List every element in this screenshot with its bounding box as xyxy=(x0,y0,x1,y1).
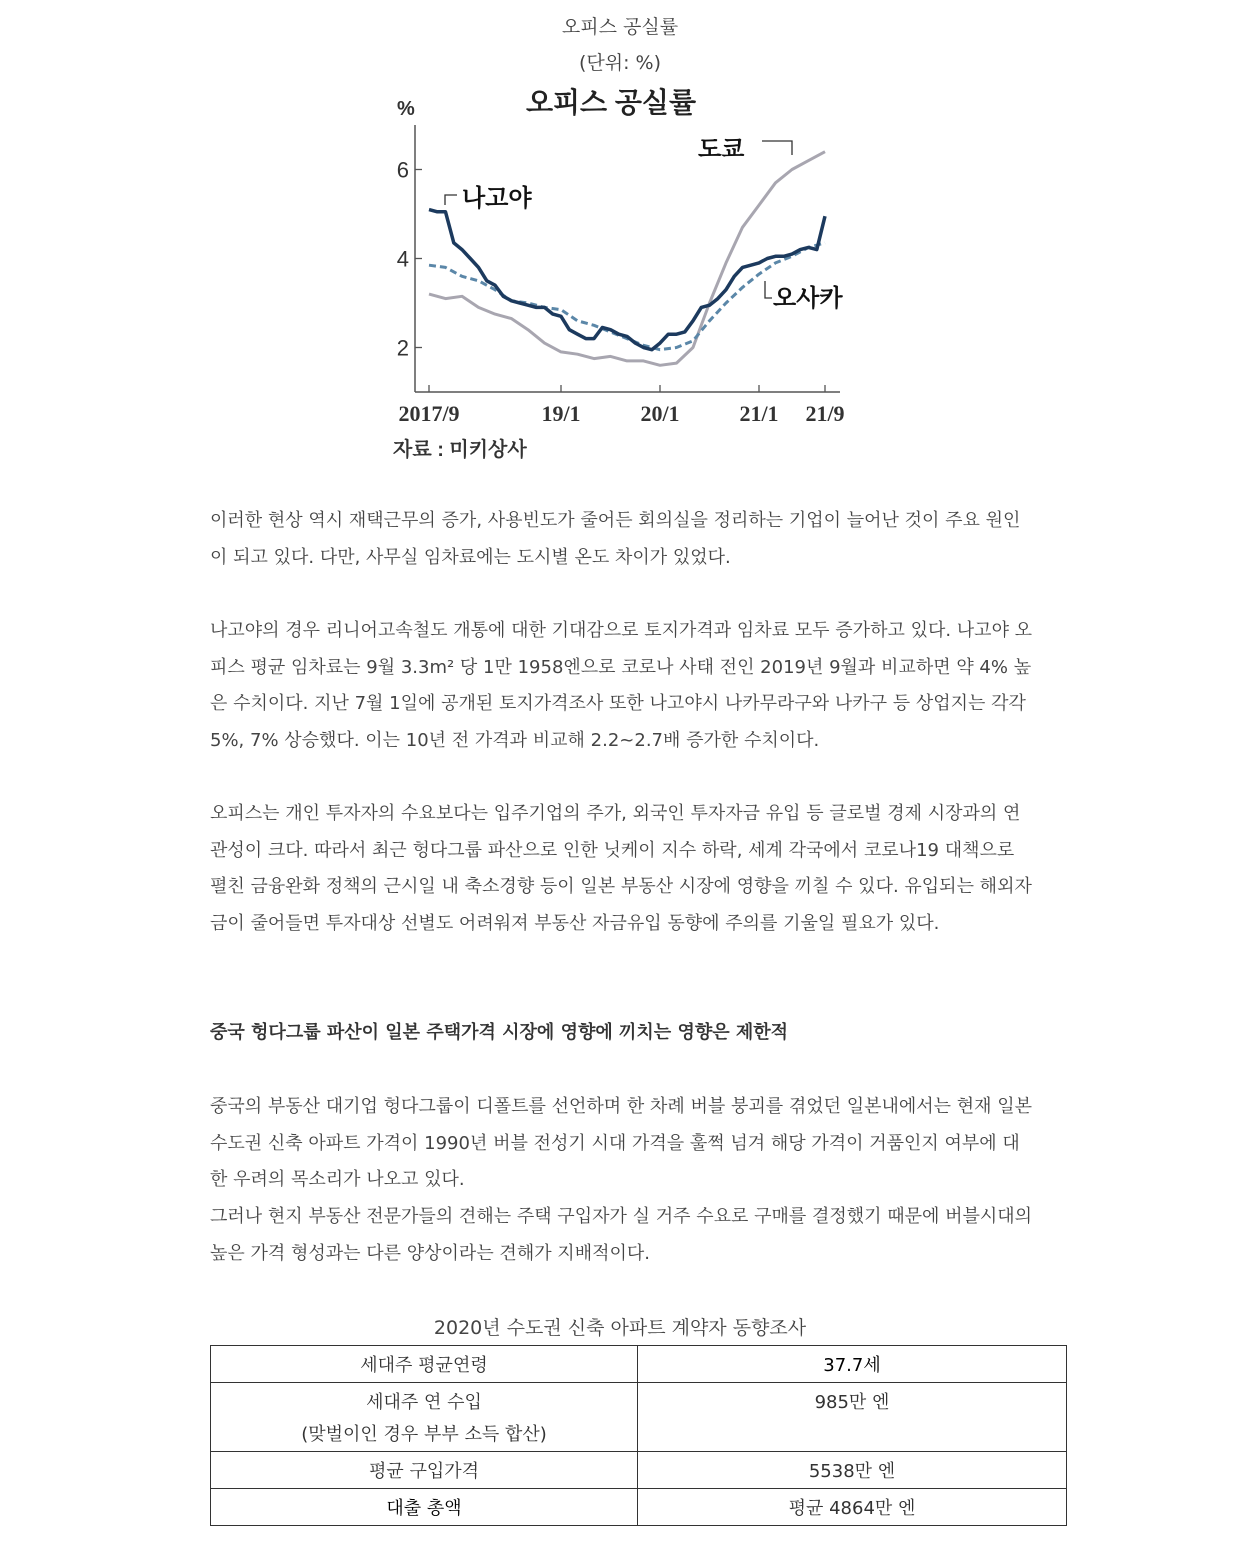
x-tick-label: 21/9 xyxy=(805,401,845,426)
row-label: 대출 총액 xyxy=(386,1498,462,1519)
table-row xyxy=(211,1489,1067,1526)
table-row xyxy=(211,1452,1067,1489)
row-label: 세대주 평균연령 xyxy=(360,1355,488,1376)
paragraph-2: 나고야의 경우 리니어고속철도 개통에 대한 기대감으로 토지가격과 임차료 모두 증가하고 있다. 나고야 오피스 평균 임차료는 9월 3.3m² 당 1만 1958엔으로 코로나 사태 전인 2019년 9월과 비교하면 약 4% 높은 수치이다. 지난 7월 1일에 공개된 토지가격조사 또한 나고야시 나카무라구와 나카구 등 상업지는 각각 5%, 7% 상승했다. 이는 10년 전 가격과 비교해 2.2~2.7배 증가한 수치이다. xyxy=(210,620,1033,751)
section-heading: 중국 헝다그룹 파산이 일본 주택가격 시장에 영향에 끼치는 영향은 제한적 xyxy=(210,1022,789,1043)
paragraph-3: 오피스는 개인 투자자의 수요보다는 입주기업의 주가, 외국인 투자자금 유입 등 글로벌 경제 시장과의 연관성이 크다. 따라서 최근 헝다그룹 파산으로 인한 닛케이 지수 하락, 세계 각국에서 코로나19 대책으로 펼친 금융완화 정책의 근시일 내 축소경향 등이 일본 부동산 시장에 영향을 끼칠 수 있다. 유입되는 해외자금이 줄어들면 투자대상 선별도 어려워져 부동산 자금유입 동향에 주의를 기울일 필요가 있다. xyxy=(210,803,1032,934)
figure-unit: (단위: %) xyxy=(578,52,662,74)
table-cell-label xyxy=(211,1489,638,1526)
y-axis-unit-label: % xyxy=(397,98,415,120)
table-title: 2020년 수도권 신축 아파트 계약자 동향조사 xyxy=(433,1317,807,1339)
legend-label-tokyo: 도쿄 xyxy=(698,136,745,163)
y-tick-label: 6 xyxy=(396,157,409,183)
x-tick-label: 19/1 xyxy=(541,401,581,426)
table-cell-label xyxy=(211,1346,638,1383)
table-cell-value: 985만 엔 xyxy=(638,1383,1067,1452)
paragraph-1: 이러한 현상 역시 재택근무의 증가, 사용빈도가 줄어든 회의실을 정리하는 기업이 늘어난 것이 주요 원인이 되고 있다. 다만, 사무실 임차료에는 도시별 온도 차이가 있었다. xyxy=(210,510,1021,568)
x-tick-label: 2017/9 xyxy=(398,401,460,426)
osaka-callout-line xyxy=(765,281,772,298)
series-line-nagoya xyxy=(429,210,825,350)
survey-table xyxy=(210,1345,1067,1526)
table-cell-label xyxy=(211,1452,638,1489)
x-tick-label: 21/1 xyxy=(739,401,779,426)
chart-title: 오피스 공실률 xyxy=(525,87,697,118)
office-vacancy-chart xyxy=(385,85,855,470)
nagoya-callout-line xyxy=(445,195,457,205)
table-cell-value: 37.7세 xyxy=(638,1346,1067,1383)
legend-label-nagoya: 나고야 xyxy=(462,185,532,212)
row-label-note: (맞벌이인 경우 부부 소득 합산) xyxy=(301,1424,547,1445)
x-tick-label: 20/1 xyxy=(640,401,680,426)
table-cell-value: 평균 4864만 엔 xyxy=(638,1489,1067,1526)
tokyo-callout-line xyxy=(762,141,792,155)
table-cell-label xyxy=(211,1383,638,1452)
table-row xyxy=(211,1346,1067,1383)
row-label: 평균 구입가격 xyxy=(368,1461,480,1482)
paragraph-5: 그러나 현지 부동산 전문가들의 견해는 주택 구입자가 실 거주 수요로 구매를 결정했기 때문에 버블시대의 높은 가격 형성과는 다른 양상이라는 견해가 지배적이다. xyxy=(210,1206,1033,1264)
figure-title: 오피스 공실률 xyxy=(561,16,679,38)
y-tick-label: 2 xyxy=(396,335,409,361)
chart-source: 자료 : 미키상사 xyxy=(393,439,527,461)
row-label: 세대주 연 수입 xyxy=(366,1392,482,1413)
paragraph-4: 중국의 부동산 대기업 헝다그룹이 디폴트를 선언하며 한 차례 버블 붕괴를 겪었던 일본내에서는 현재 일본 수도권 신축 아파트 가격이 1990년 버블 전성기 시대 가격을 훌쩍 넘겨 해당 가격이 거품인지 여부에 대한 우려의 목소리가 나오고 있다. xyxy=(210,1096,1033,1190)
y-tick-label: 4 xyxy=(396,246,409,272)
table-cell-value: 5538만 엔 xyxy=(638,1452,1067,1489)
table-row xyxy=(211,1383,1067,1452)
legend-label-osaka: 오사카 xyxy=(773,285,843,312)
